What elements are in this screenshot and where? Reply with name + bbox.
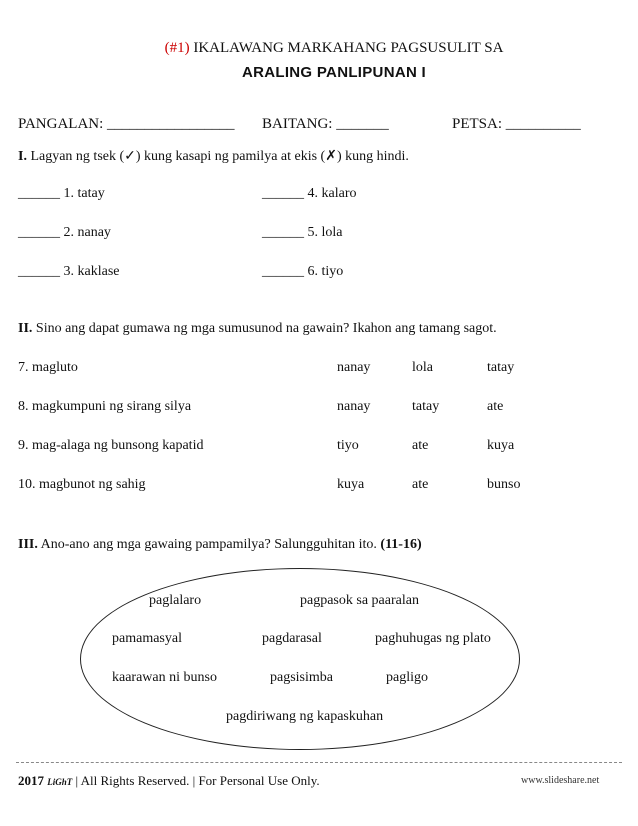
list-item: ______ 3. kaklase — [18, 264, 120, 279]
word-option: pagsisimba — [270, 670, 333, 685]
footer-divider — [16, 762, 622, 763]
word-option: paglalaro — [149, 593, 202, 608]
question: 8. magkumpuni ng sirang silya — [18, 399, 192, 414]
word-option: pagligo — [386, 670, 428, 685]
answer-option: lola — [412, 360, 433, 375]
word-option: pagpasok sa paaralan — [300, 593, 419, 608]
section-3-text: Ano-ano ang mga gawaing pampamilya? Salungguhitan ito. — [37, 537, 381, 552]
answer-option: tiyo — [337, 438, 359, 453]
word-option: paghuhugas ng plato — [375, 631, 491, 646]
word-option: pagdarasal — [262, 631, 322, 646]
answer-option: ate — [412, 438, 429, 453]
section-1-text: Lagyan ng tsek (✓) kung kasapi ng pamilya at ekis (✗) kung hindi. — [26, 149, 409, 164]
list-item: ______ 1. tatay — [18, 186, 105, 201]
footer-copyright — [18, 773, 320, 789]
footer-year: 2017 — [18, 773, 44, 788]
footer-site: www.slideshare.net — [521, 775, 600, 786]
answer-option: nanay — [337, 399, 371, 414]
answer-option: ate — [412, 477, 429, 492]
word-option: kaarawan ni bunso — [112, 670, 217, 685]
section-3-range: (11-16) — [380, 537, 422, 552]
section-1-instruction — [18, 148, 409, 165]
question: 9. mag-alaga ng bunsong kapatid — [18, 438, 204, 453]
word-option: pamamasyal — [112, 631, 182, 646]
question: 10. magbunot ng sahig — [18, 477, 146, 492]
answer-option: kuya — [487, 438, 515, 453]
section-2-label: II. — [18, 321, 33, 336]
section-2-instruction — [18, 321, 497, 337]
list-item: ______ 6. tiyo — [262, 264, 344, 279]
list-item: ______ 5. lola — [262, 225, 343, 240]
date-field: PETSA: __________ — [452, 116, 581, 132]
test-number: (#1) — [164, 40, 190, 56]
answer-option: tatay — [487, 360, 515, 375]
answer-option: bunso — [487, 477, 521, 492]
title-line-1: IKALAWANG MARKAHANG PAGSUSULIT SA — [189, 40, 504, 56]
answer-option: ate — [487, 399, 504, 414]
answer-option: nanay — [337, 360, 371, 375]
page-title — [0, 40, 638, 57]
answer-option: tatay — [412, 399, 440, 414]
question: 7. magluto — [18, 360, 78, 375]
answer-option: kuya — [337, 477, 365, 492]
footer-text: | All Rights Reserved. | For Personal Use Only. — [72, 773, 320, 788]
section-2-text: Sino ang dapat gumawa ng mga sumusunod na gawain? Ikahon ang tamang sagot. — [32, 321, 497, 336]
section-1-label: I. — [18, 149, 27, 164]
name-field: PANGALAN: _________________ — [18, 116, 235, 132]
section-3-label: III. — [18, 537, 38, 552]
list-item: ______ 4. kalaro — [262, 186, 357, 201]
section-3-instruction — [18, 537, 422, 553]
footer-brand: LiGhT — [47, 777, 73, 787]
word-option: pagdiriwang ng kapaskuhan — [226, 709, 384, 724]
subject-title: ARALING PANLIPUNAN I — [241, 64, 427, 81]
list-item: ______ 2. nanay — [18, 225, 111, 240]
grade-field: BAITANG: _______ — [262, 116, 389, 132]
